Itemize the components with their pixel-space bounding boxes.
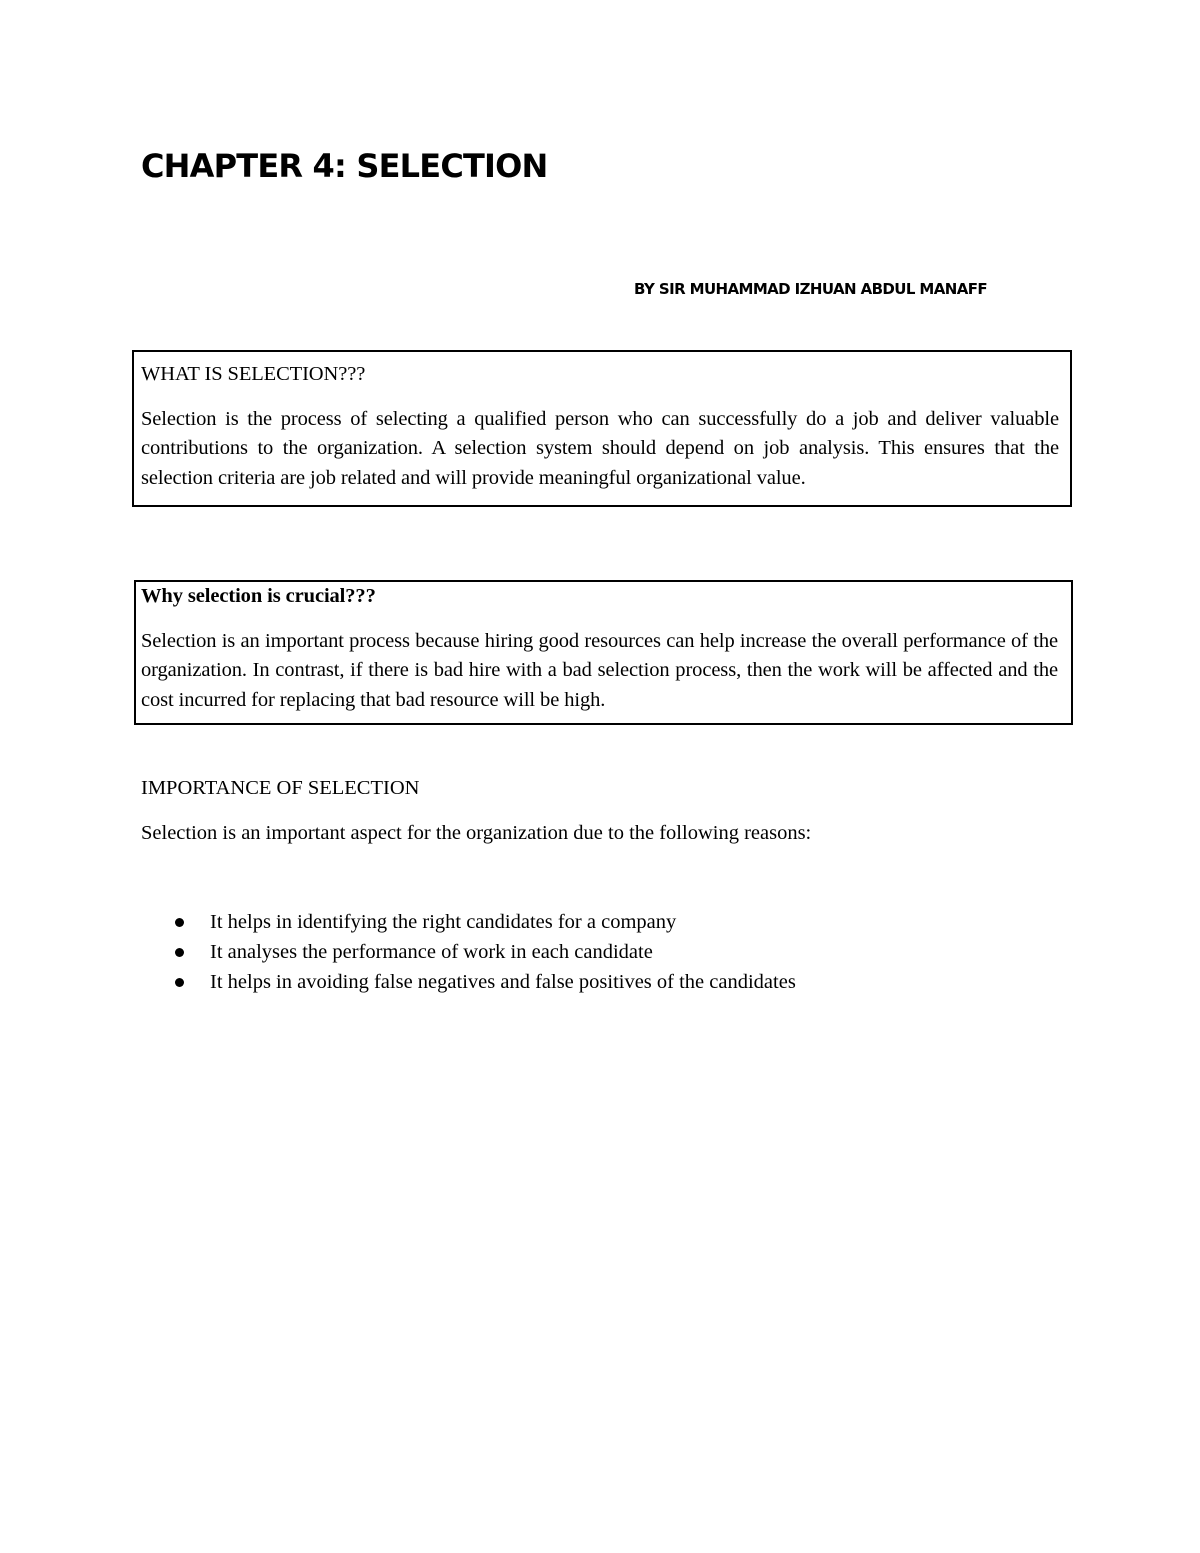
- bullet-icon: [175, 918, 184, 927]
- list-item: [0, 907, 1200, 937]
- reasons-list: [0, 907, 1200, 997]
- what-is-selection-content: [141, 360, 1059, 493]
- why-selection-crucial-paragraph: Selection is an important process because hiring good resources can help increase the overall performance of the organization. In contrast, if there is bad hire with a bad selection process, then the work will be affected and the cost incurred for replacing that bad resource will be high.: [141, 629, 1058, 711]
- page-title: CHAPTER 4: SELECTION: [141, 147, 548, 185]
- bullet-icon: [175, 948, 184, 957]
- list-item: [0, 937, 1200, 967]
- what-is-selection-heading: WHAT IS SELECTION???: [141, 363, 366, 385]
- importance-intro: Selection is an important aspect for the organization due to the following reasons:: [141, 822, 812, 844]
- list-item-text: It helps in identifying the right candidates for a company: [210, 911, 677, 933]
- list-item-text: It analyses the performance of work in each candidate: [210, 941, 653, 963]
- list-item: [0, 967, 1200, 997]
- importance-heading: IMPORTANCE OF SELECTION: [141, 777, 420, 799]
- why-selection-crucial-heading: Why selection is crucial???: [141, 585, 376, 607]
- bullet-icon: [175, 978, 184, 987]
- list-item-text: It helps in avoiding false negatives and false positives of the candidates: [210, 971, 796, 993]
- why-selection-crucial-content: [141, 582, 1058, 715]
- what-is-selection-paragraph: Selection is the process of selecting a qualified person who can successfully do a job and deliver valuable contributions to the organization. A selection system should depend on job analysis. This ensures that the selection criteria are job related and will provide meaningful organizational value.: [141, 407, 1059, 489]
- author-line: BY SIR MUHAMMAD IZHUAN ABDUL MANAFF: [634, 280, 988, 298]
